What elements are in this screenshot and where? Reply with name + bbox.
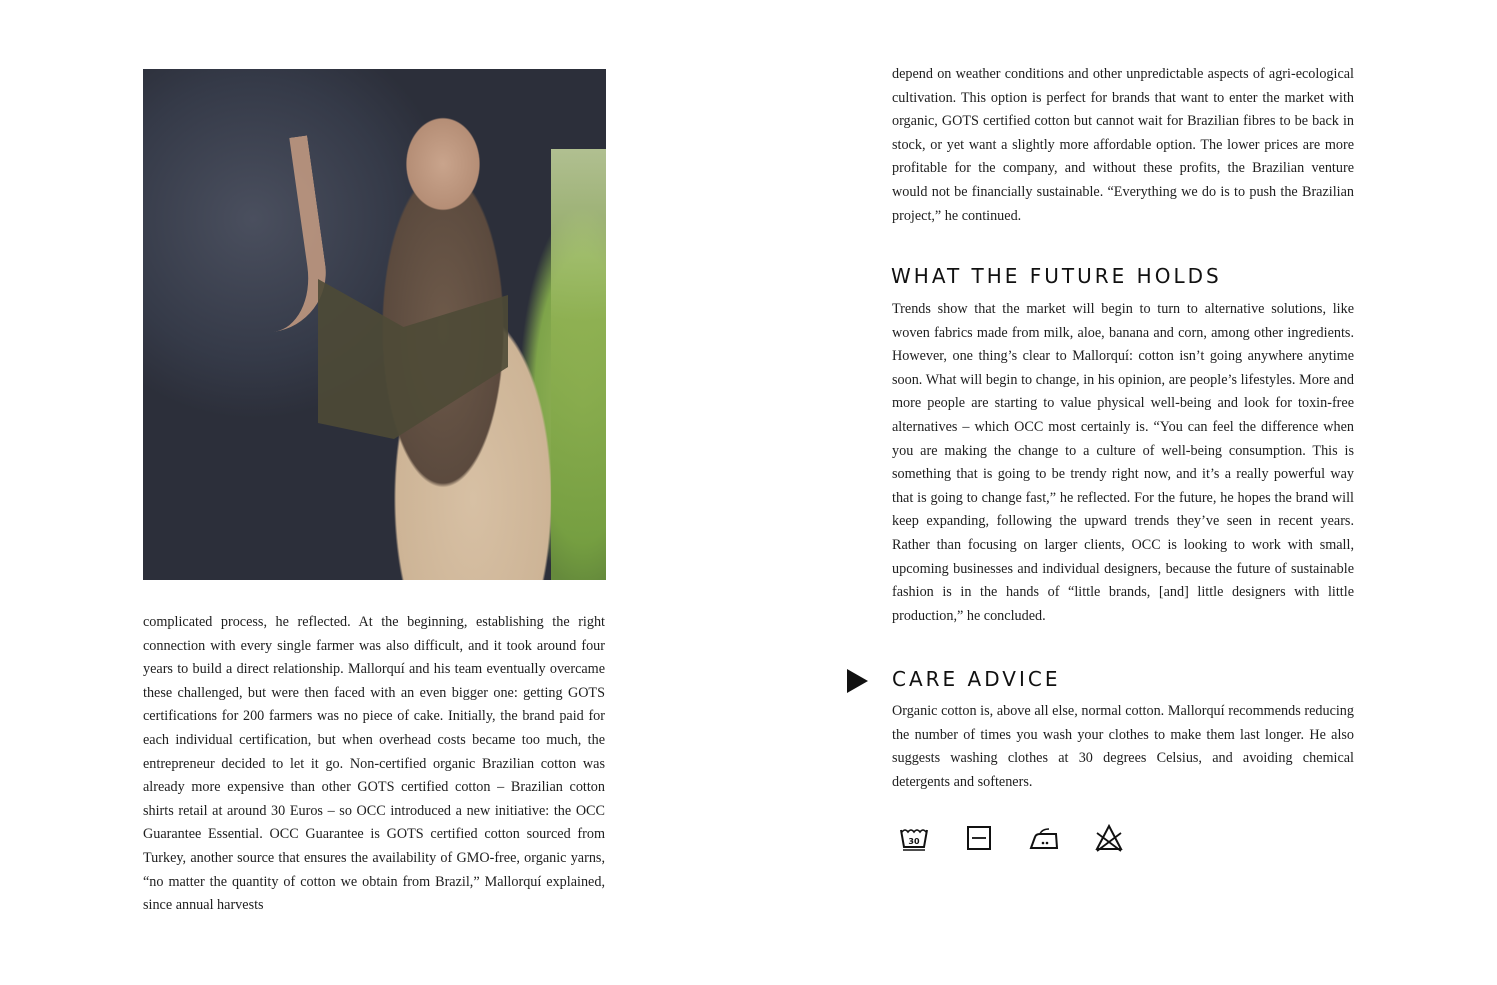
intro-paragraph: depend on weather conditions and other unpredictable aspects of agri-ecological cultivation. This option is perfect for brands that want to enter the market with organic, GOTS certified cotton but cannot wait for Brazilian fibres to be back in stock, or yet want a slightly more affordable option. The lower prices are more profitable for the company, and without these profits, the Brazilian venture would not be financially sustainable. “Everything we do is to push the Brazilian project,” he continued. <box>892 66 1354 224</box>
photo-arm <box>170 135 333 342</box>
future-section-text <box>892 298 1354 628</box>
future-paragraph: Trends show that the market will begin to turn to alternative solutions, like woven fabrics made from milk, aloe, banana and corn, among other ingredients. However, one thing’s clear to Mallorquí: cotton isn’t going anywhere anytime soon. What will begin to change, in his opinion, are people’s lifestyles. More and more people are starting to value physical well-being and look for toxin-free alternatives – which OCC most certainly is. “You can feel the difference when you are making the change to a culture of well-being consumption. This is something that is going to be trendy right now, and it’s a really powerful way that is going to change fast,” he reflected. For the future, he hopes the brand will keep expanding, following the upward trends they’ve seen in recent years. Rather than focusing on larger clients, OCC is looking to work with small, upcoming businesses and individual designers, because the future of sustainable fashion is in the hands of “little brands, [and] little designers with little production,” he concluded. <box>892 301 1354 624</box>
triangle-right-icon <box>847 669 868 693</box>
care-icons-row <box>899 823 1124 853</box>
section-heading-future: WHAT THE FUTURE HOLDS <box>891 264 1222 288</box>
left-paragraph: complicated process, he reflected. At the beginning, establishing the right connection with every single farmer was also difficult, and it took around four years to build a direct relationship. Mallorquí and his team eventually overcame these challenged, but were then faced with an even bigger one: getting GOTS certifications for 200 farmers was no piece of cake. Initially, the brand paid for each individual certification, but when overhead costs became too much, the entrepreneur decided to let it go. Non-certified organic Brazilian cotton was already more expensive than other GOTS certified cotton – Brazilian cotton shirts retail at around 30 Euros – so OCC introduced a new initiative: the OCC Guarantee Essential. OCC Guarantee is GOTS certified cotton sourced from Turkey, another source that ensures the availability of GMO-free, organic yarns, “no matter the quantity of cotton we obtain from Brazil,” Mallorquí explained, since annual harvests <box>143 614 605 914</box>
iron-low-icon <box>1029 823 1059 853</box>
fashion-photo <box>143 69 606 580</box>
photo-foliage <box>551 149 606 580</box>
section-heading-care: CARE ADVICE <box>892 667 1061 691</box>
do-not-bleach-icon <box>1094 823 1124 853</box>
care-section-text <box>892 700 1354 794</box>
svg-text:30: 30 <box>908 837 920 846</box>
left-column-text <box>143 611 605 918</box>
dry-flat-icon <box>964 823 994 853</box>
care-paragraph: Organic cotton is, above all else, normal cotton. Mallorquí recommends reducing the number of times you wash your clothes to make them last longer. He also suggests washing clothes at 30 degrees Celsius, and avoiding chemical detergents and softeners. <box>892 703 1354 790</box>
photo-wrap-garment <box>318 279 508 439</box>
right-intro-text <box>892 63 1354 228</box>
wash-30-icon <box>899 823 929 853</box>
